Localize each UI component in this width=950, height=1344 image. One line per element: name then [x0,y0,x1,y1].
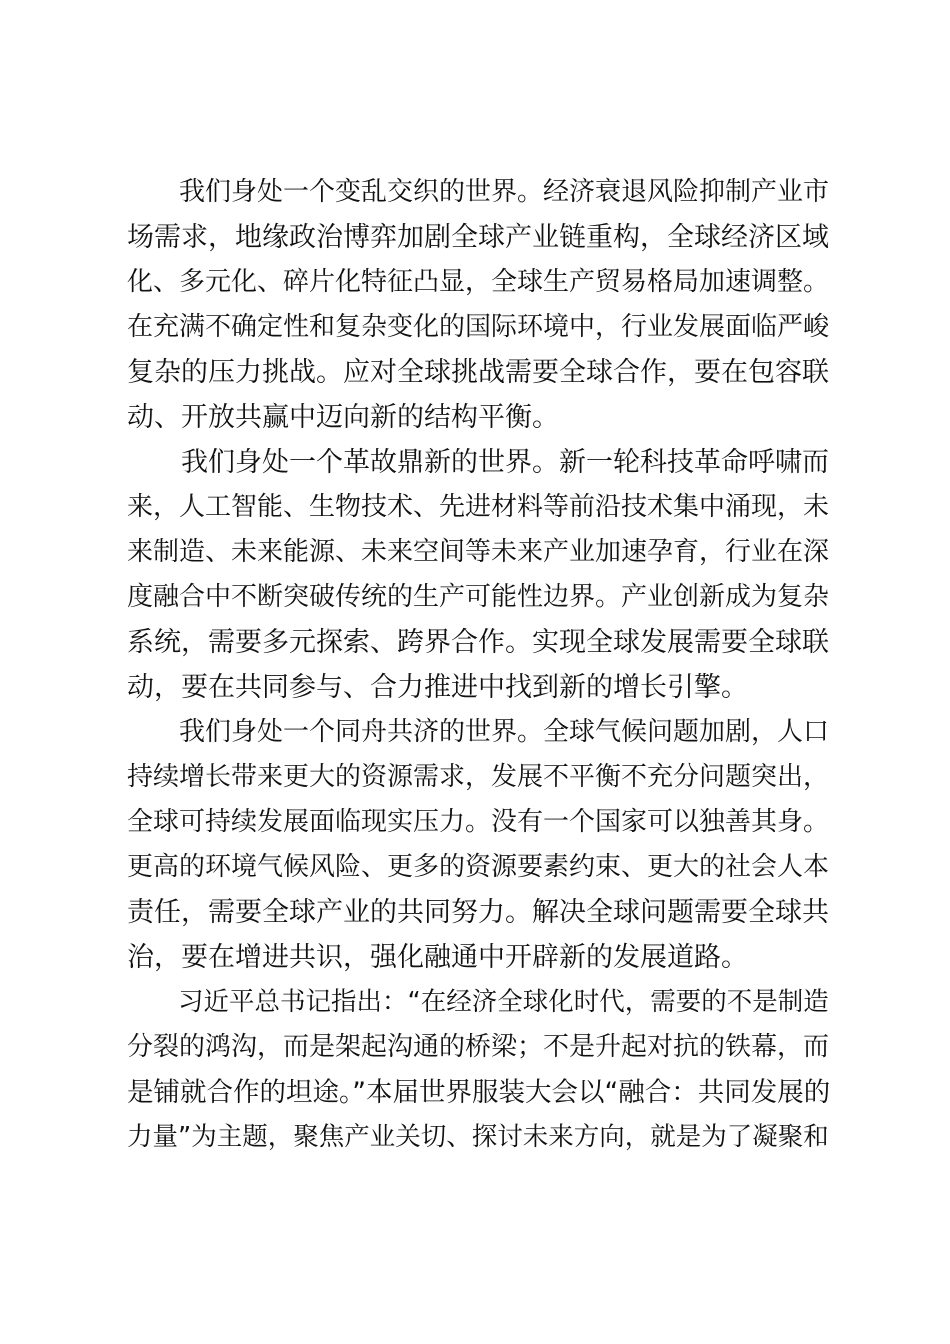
text-line: 化、多元化、碎片化特征凸显，全球生产贸易格局加速调整。 [127,267,830,297]
text-line: 全球可持续发展面临现实压力。没有一个国家可以独善其身。 [127,807,830,837]
text-line: 我们身处一个变乱交织的世界。经济衰退风险抑制产业市 [127,177,830,207]
text-line: 责任，需要全球产业的共同努力。解决全球问题需要全球共 [127,897,829,928]
text-line: 习近平总书记指出：“在经济全球化时代，需要的不是制造 [127,987,829,1017]
text-line: 分裂的鸿沟，而是架起沟通的桥梁；不是升起对抗的铁幕，而 [127,1032,830,1062]
text-line: 度融合中不断突破传统的生产可能性边界。产业创新成为复杂 [127,582,830,612]
text-line: 力量”为主题，聚焦产业关切、探讨未来方向，就是为了凝聚和 [127,1122,829,1152]
text-line: 治，要在增进共识，强化融通中开辟新的发展道路。 [127,942,748,973]
text-line: 在充满不确定性和复杂变化的国际环境中，行业发展面临严峻 [127,312,830,342]
text-line: 来制造、未来能源、未来空间等未来产业加速孕育，行业在深 [127,537,830,567]
text-line: 场需求，地缘政治博弈加剧全球产业链重构，全球经济区域 [127,222,829,253]
text-line: 复杂的压力挑战。应对全球挑战需要全球合作，要在包容联 [127,357,829,388]
text-line: 是铺就合作的坦途。”本届世界服装大会以“融合：共同发展的 [127,1077,831,1108]
paragraph-3 [127,710,837,980]
text-line: 我们身处一个同舟共济的世界。全球气候问题加剧，人口 [127,717,830,747]
text-line: 动，要在共同参与、合力推进中找到新的增长引擎。 [127,672,748,703]
document-body [127,170,837,1160]
text-line: 我们身处一个革故鼎新的世界。新一轮科技革命呼啸而 [127,447,829,478]
paragraph-2 [127,440,837,710]
text-line: 持续增长带来更大的资源需求，发展不平衡不充分问题突出， [127,762,830,792]
text-line: 更高的环境气候风险、更多的资源要素约束、更大的社会人本 [127,852,830,882]
text-line: 来，人工智能、生物技术、先进材料等前沿技术集中涌现，未 [127,492,830,522]
paragraph-1 [127,170,837,440]
text-line: 系统，需要多元探索、跨界合作。实现全球发展需要全球联 [127,627,829,658]
paragraph-4 [127,980,837,1160]
text-line: 动、开放共赢中迈向新的结构平衡。 [127,402,559,433]
